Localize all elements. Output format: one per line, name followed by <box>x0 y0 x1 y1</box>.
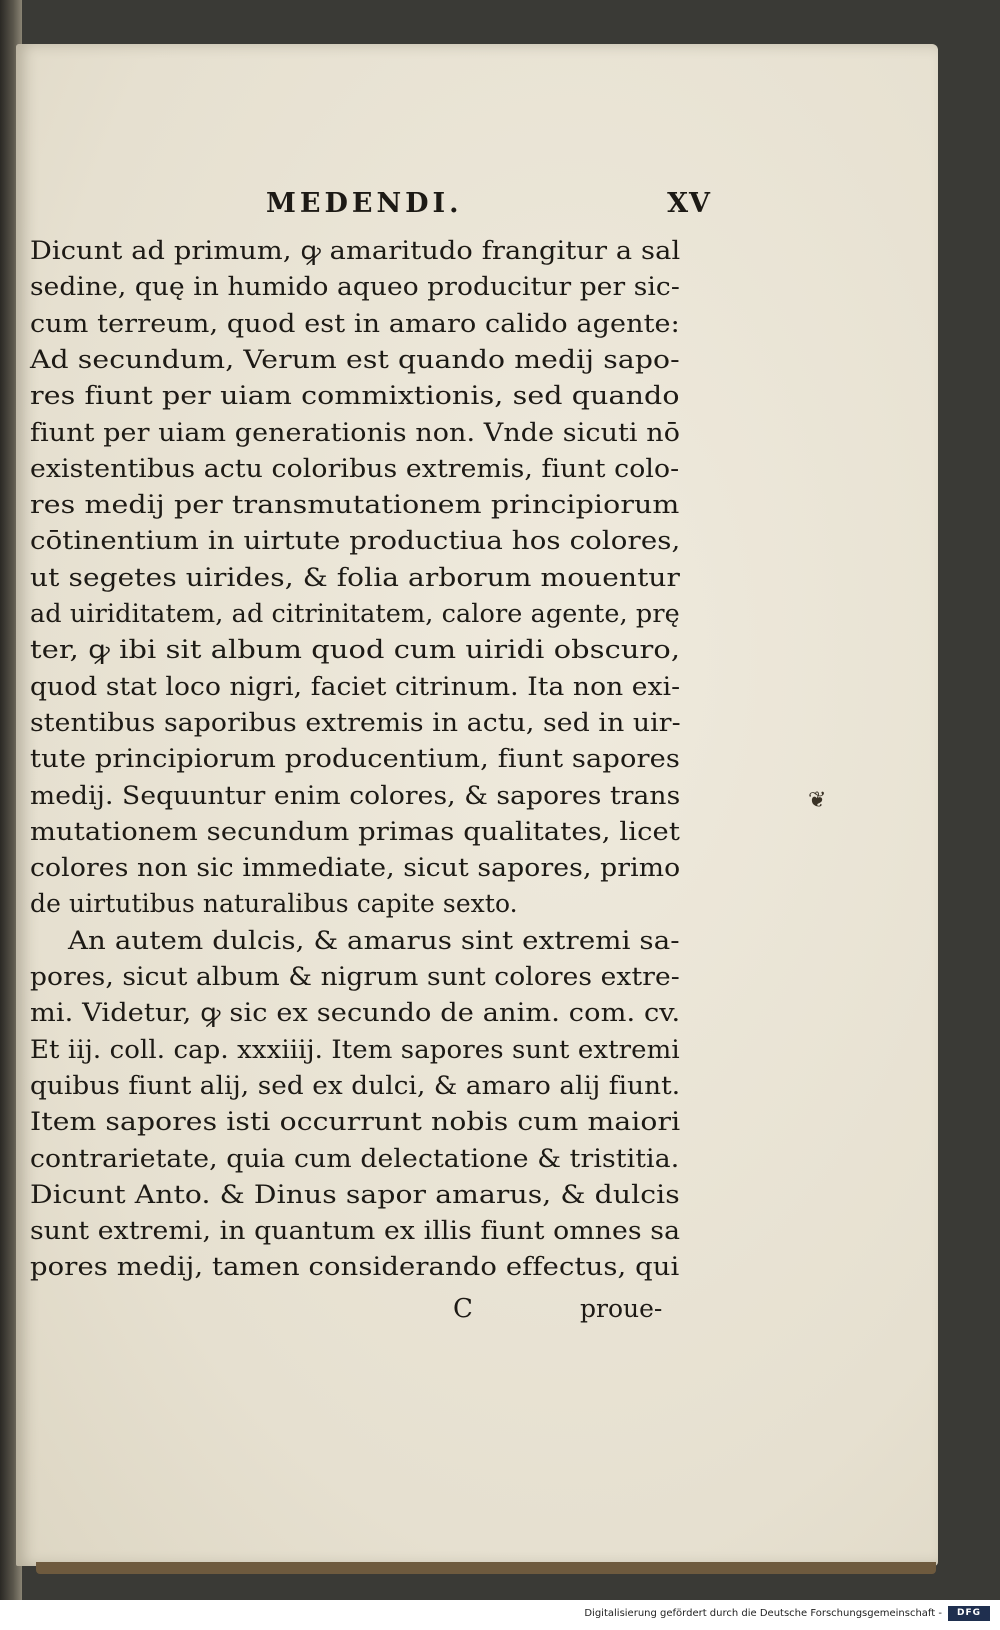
text-line: quod stat loco nigri, faciet citrinum. Ita non exi- <box>30 671 681 701</box>
text-line: quibus fiunt alij, sed ex dulci, & amaro alij fiunt. <box>30 1070 681 1100</box>
catchword: proue- <box>580 1294 663 1323</box>
page-bottom-edge <box>36 1562 936 1574</box>
text-line: contrarietate, quia cum delectatione & tristitia. <box>30 1143 680 1173</box>
ink-smudge-icon: ❦ <box>808 788 827 813</box>
text-line: stentibus saporibus extremis in actu, sed in uir- <box>30 707 681 737</box>
folio-number: XV <box>667 188 711 219</box>
text-line: fiunt per uiam generationis non. Vnde sicuti nō <box>30 417 681 447</box>
text-line: Ad secundum, Verum est quando medij sapo- <box>30 344 680 374</box>
text-line: pores medij, tamen considerando effectus, qui <box>30 1252 680 1282</box>
running-head: MEDENDI. <box>266 188 463 219</box>
signature-mark: C <box>453 1294 473 1324</box>
text-line: tute principiorum producentium, fiunt sapores <box>30 744 681 774</box>
text-line: ad uiriditatem, ad citrinitatem, calore agente, prę <box>30 599 680 628</box>
text-line: colores non sic immediate, sicut sapores, primo <box>30 853 681 883</box>
text-line: An autem dulcis, & amarus sint extremi sa- <box>68 925 680 955</box>
text-line: ut segetes uirides, & folia arborum mouentur <box>30 562 681 592</box>
text-line: Item sapores isti occurrunt nobis cum maiori <box>30 1107 681 1137</box>
text-line: cum terreum, quod est in amaro calido agente: <box>30 308 680 338</box>
text-line: mutationem secundum primas qualitates, licet <box>30 816 680 846</box>
text-line: sunt extremi, in quantum ex illis fiunt omnes sa <box>30 1216 681 1246</box>
text-line: de uirtutibus naturalibus capite sexto. <box>30 889 518 919</box>
text-line: Dicunt ad primum, ꝙ amaritudo frangitur a sal <box>30 236 681 265</box>
text-line: pores, sicut album & nigrum sunt colores extre- <box>30 962 680 991</box>
text-line: res medij per transmutationem principiorum <box>30 490 680 520</box>
footer <box>0 1600 1000 1630</box>
text-line: ter, ꝙ ibi sit album quod cum uiridi obscuro, <box>30 635 681 665</box>
text-line: existentibus actu coloribus extremis, fiunt colo- <box>30 453 680 483</box>
text-line: mi. Videtur, ꝙ sic ex secundo de anim. com. cv. <box>30 998 681 1028</box>
text-line: medij. Sequuntur enim colores, & sapores trans <box>30 780 681 810</box>
text-line: Dicunt Anto. & Dinus sapor amarus, & dulcis <box>30 1179 680 1209</box>
text-line: sedine, quę in humido aqueo producitur per sic- <box>30 272 680 302</box>
footer-credit: Digitalisierung gefördert durch die Deutsche Forschungsgemeinschaft - <box>584 1608 942 1619</box>
text-line: cōtinentium in uirtute productiua hos colores, <box>30 526 681 556</box>
text-line: Et iij. coll. cap. xxxiiij. Item sapores sunt extremi <box>30 1034 680 1064</box>
text-line: res fiunt per uiam commixtionis, sed quando <box>30 381 680 411</box>
dfg-logo: DFG <box>948 1606 990 1621</box>
page-header <box>266 188 711 228</box>
